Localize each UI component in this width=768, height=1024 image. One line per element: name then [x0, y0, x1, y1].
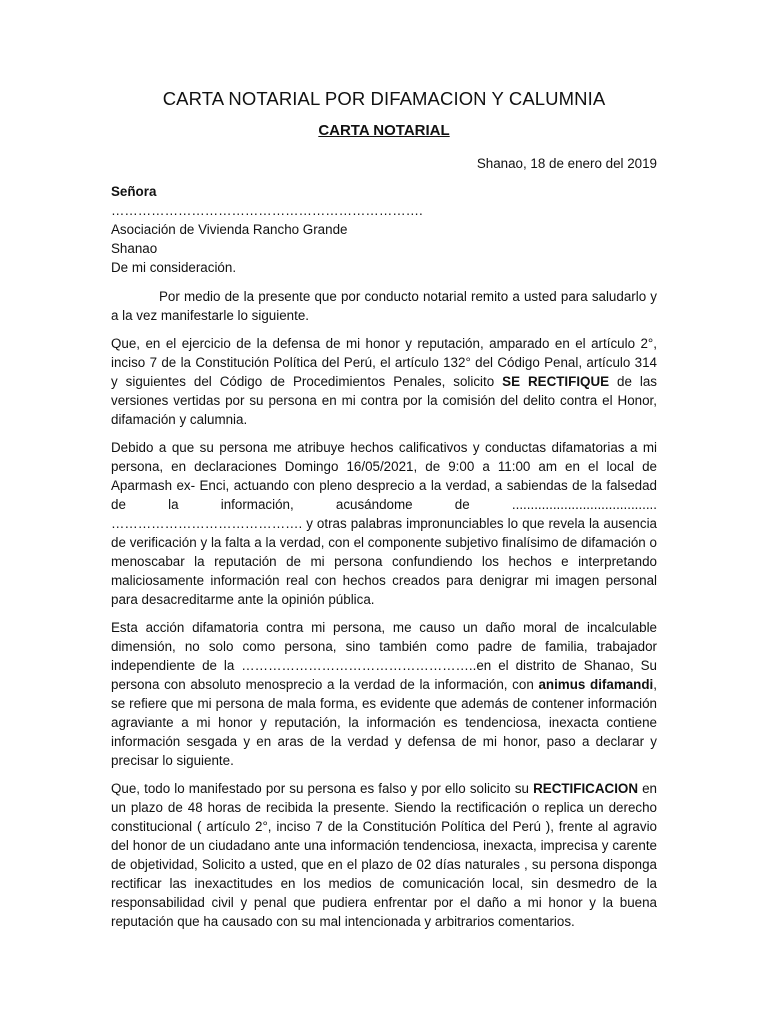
recipient-city: Shanao: [111, 241, 158, 256]
paragraph-request-text-a: Que, todo lo manifestado por su persona es falso y por ello solicito su: [111, 781, 534, 796]
paragraph-facts: Debido a que su persona me atribuye hechos calificativos y conductas difamatorias a mi persona, en declaraciones Domingo 16/05/2021, de 9:00 a 11:00 am en el local de Aparmash ex- Enci, actuando con pleno desprecio a la verdad, a sabiendas de la falsedad de la información, acusándome de ....................................... ……………………………………. y otras palabras impronunciables lo que revela la ausencia de verificación y la falta a la verdad, con el componente subjetivo finalísimo de difamación o menoscabar la reputación de mi persona confundiendo los hechos e interpretando maliciosamente información real con hechos creados para denigrar mi imagen personal para desacreditarme ante la opinión pública.: [111, 440, 657, 607]
recipient-name-placeholder: …………………………………………………………….: [111, 203, 423, 218]
paragraph-request-emphasis: RECTIFICACION: [533, 781, 638, 796]
paragraph-damage-text-b: , se refiere que mi persona de mala forma, es evidente que además de contener información agraviante a mi honor y reputación, la información es tendenciosa, inexacta contiene información sesgada y en aras de la verdad y defensa de mi honor, paso a declarar y precisar lo siguiente.: [111, 677, 657, 768]
paragraph-legal-basis-emphasis: SE RECTIFIQUE: [502, 374, 610, 389]
paragraph-request-text-b: en un plazo de 48 horas de recibida la presente. Siendo la rectificación o replica un derecho constitucional ( artículo 2°, inciso 7 de la Constitución Política del Perú ), frente al agravio del honor de un ciudadano ante una información tendenciosa, inexacta, imprecisa y carente de objetividad, Solicito a usted, que en el plazo de 02 días naturales , su persona disponga rectificar las inexactitudes en los medios de comunicación local, sin desmedro de la responsabilidad civil y penal que pudiera enfrentar por el daño a mi honor y la buena reputación que ha causado con su mal intencionada y arbitrarios comentarios.: [111, 781, 657, 929]
paragraph-legal-basis-text-b: de las versiones vertidas por su persona en mi contra por la comisión del delito contra el Honor, difamación y calumnia.: [111, 374, 657, 427]
paragraph-damage: [111, 618, 657, 770]
recipient-closing: De mi consideración.: [111, 260, 237, 275]
salutation: Señora: [111, 184, 157, 199]
document-title: CARTA NOTARIAL POR DIFAMACION Y CALUMNIA: [162, 88, 606, 109]
paragraph-damage-text-a: Esta acción difamatoria contra mi persona, me causo un daño moral de incalculable dimensión, no solo como persona, sino también como padre de familia, trabajador independiente de la ……………………………………………..en el distrito de Shanao, Su persona con absoluto menosprecio a la verdad de la información, con: [111, 620, 657, 692]
paragraph-request: [111, 779, 657, 931]
paragraph-legal-basis: [111, 334, 657, 429]
letter-body: [111, 182, 657, 931]
letter-date: Shanao, 18 de enero del 2019: [476, 156, 657, 171]
paragraph-intro: Por medio de la presente que por conducto notarial remito a usted para saludarlo y a la vez manifestarle lo siguiente.: [111, 289, 657, 323]
recipient-organization: Asociación de Vivienda Rancho Grande: [111, 222, 348, 237]
paragraph-damage-emphasis: animus difamandi: [538, 677, 654, 692]
document-subtitle: CARTA NOTARIAL: [318, 122, 450, 139]
paragraph-legal-basis-text-a: Que, en el ejercicio de la defensa de mi honor y reputación, amparado en el artículo 2°, inciso 7 de la Constitución Política del Perú, el artículo 132° del Código Penal, artículo 314 y siguientes del Código de Procedimientos Penales, solicito: [111, 336, 657, 389]
